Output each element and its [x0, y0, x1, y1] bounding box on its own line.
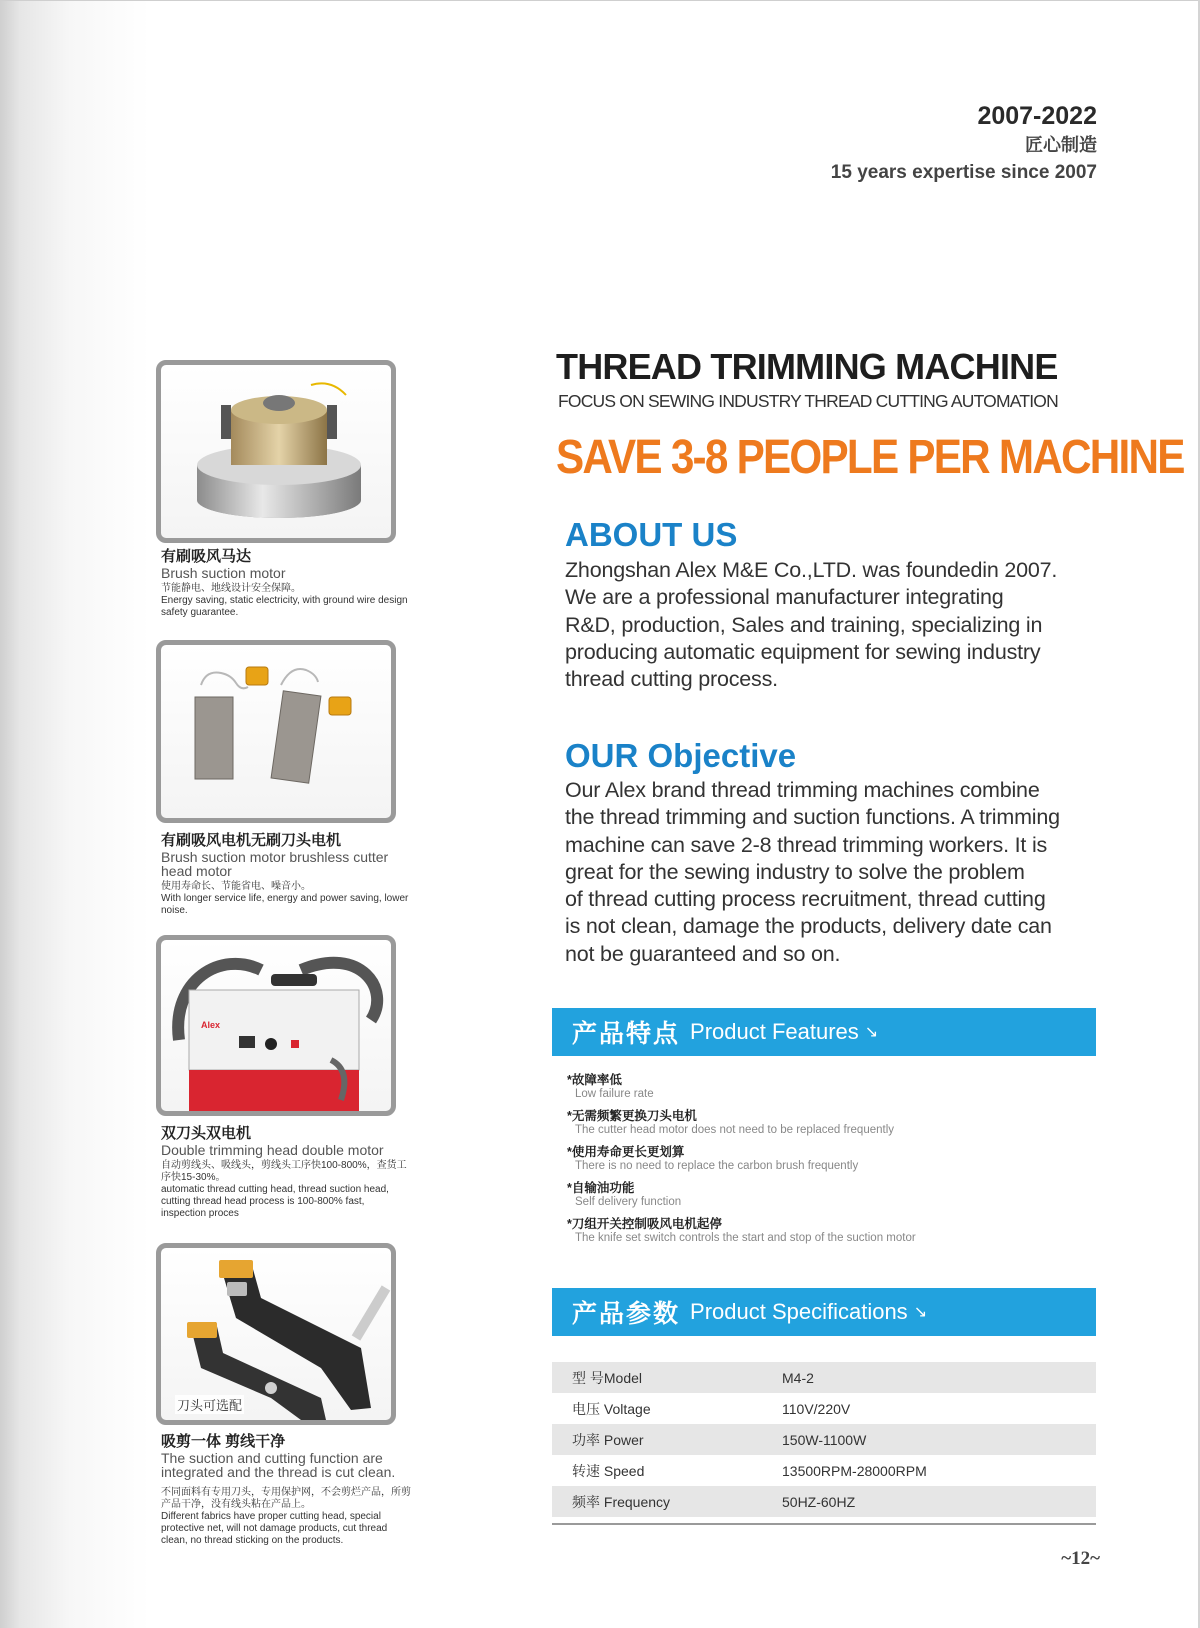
feature-cn: *自输油功能: [567, 1181, 635, 1195]
specs-bar-en: Product Specifications: [690, 1299, 908, 1324]
cutter-head-image: [156, 1243, 396, 1425]
machine-illustration: [161, 940, 391, 1111]
product-caption-1: [161, 548, 411, 619]
product-4-title-cn: 吸剪一体 剪线干净: [161, 1433, 286, 1450]
product-caption-2: [161, 832, 411, 917]
spec-row: [552, 1486, 1096, 1517]
product-1-title-en: Brush suction motor: [161, 565, 286, 581]
feature-item: [567, 1217, 1107, 1245]
product-2-title-en: Brush suction motor brushless cutter head motor: [161, 849, 389, 879]
spec-label: 电压 Voltage: [572, 1400, 651, 1417]
trimming-machine-image: [156, 935, 396, 1116]
feature-item: [567, 1073, 1107, 1101]
product-4-desc-en: Different fabrics have proper cutting head, special protective net, will not damage products, cut thread clean, no thread sticking on the products.: [161, 1511, 388, 1546]
objective-line: not be guaranteed and so on.: [565, 941, 841, 966]
feature-item: [567, 1109, 1107, 1137]
page-number: ~12~: [1061, 1548, 1100, 1569]
feature-cn: *刀组开关控制吸风电机起停: [567, 1217, 722, 1231]
feature-cn: *使用寿命更长更划算: [567, 1145, 685, 1159]
product-3-desc-en: automatic thread cutting head, thread suction head, cutting thread head process is 100-800% fast, inspection proces: [161, 1184, 389, 1219]
product-4-desc-cn: 不同面料有专用刀头，专用保护网，不会剪烂产品，所剪产品干净，没有线头粘在产品上。: [161, 1487, 411, 1510]
objective-paragraph: [565, 777, 1105, 968]
product-3-desc-cn: 自动剪线头、吸线头，剪线头工序快100-800%，查货工序快15-30%。: [161, 1160, 407, 1183]
product-1-desc-en: Energy saving, static electricity, with ground wire design safety guarantee.: [161, 595, 408, 618]
main-subtitle: FOCUS ON SEWING INDUSTRY THREAD CUTTING AUTOMATION: [558, 391, 1058, 411]
product-1-desc-cn: 节能静电、地线设计安全保障。: [161, 583, 301, 594]
brush-motor-image: [156, 360, 396, 543]
product-2-desc-cn: 使用寿命长、节能省电、噪音小。: [161, 881, 311, 892]
product-2-desc-en: With longer service life, energy and power saving, lower noise.: [161, 893, 409, 916]
spec-label: 转速 Speed: [572, 1462, 645, 1479]
feature-item: [567, 1145, 1107, 1173]
product-1-title-cn: 有刷吸风马达: [161, 548, 252, 565]
motor-illustration: [161, 365, 391, 538]
about-line: thread cutting process.: [565, 667, 778, 692]
spec-value: 110V/220V: [782, 1400, 851, 1417]
spec-row: [552, 1455, 1096, 1486]
feature-en: Low failure rate: [575, 1088, 654, 1100]
product-specifications-bar: [552, 1288, 1096, 1336]
machine-brand-text: Alex: [201, 1020, 221, 1030]
features-bar-cn: 产品特点: [572, 1020, 681, 1048]
spec-row: [552, 1393, 1096, 1424]
features-bar-en: Product Features: [690, 1019, 859, 1044]
carbon-brush-illustration: [161, 645, 391, 818]
arrow-down-right-icon: ↘: [913, 1304, 928, 1321]
about-heading: ABOUT US: [565, 516, 738, 553]
spec-value: 13500RPM-28000RPM: [782, 1462, 927, 1479]
product-caption-4: [161, 1433, 411, 1547]
cutter-optional-label: 刀头可选配: [175, 1395, 244, 1414]
product-4-title-en: The suction and cutting function are integrated and the thread is cut clean.: [161, 1450, 396, 1480]
objective-heading: OUR Objective: [565, 737, 797, 774]
spec-label: 频率 Frequency: [552, 1486, 782, 1517]
objective-line: of thread cutting process recruitment, thread cutting: [565, 887, 1046, 912]
product-2-title-cn: 有刷吸风电机无刷刀头电机: [161, 832, 342, 849]
spec-row: [552, 1424, 1096, 1455]
product-3-title-cn: 双刀头双电机: [161, 1125, 252, 1142]
feature-en: The cutter head motor does not need to be replaced frequently: [575, 1124, 895, 1136]
main-title: THREAD TRIMMING MACHINE: [556, 346, 1058, 387]
feature-cn: *无需频繁更换刀头电机: [567, 1109, 697, 1123]
header-since: 15 years expertise since 2007: [830, 162, 1097, 183]
objective-line: great for the sewing industry to solve the problem: [565, 859, 1025, 884]
arrow-down-right-icon: ↘: [864, 1024, 879, 1041]
product-caption-3: [161, 1125, 411, 1220]
spec-value: 50HZ-60HZ: [782, 1486, 1096, 1517]
spec-table-divider: [552, 1523, 1096, 1525]
about-line: Zhongshan Alex M&E Co.,LTD. was foundedin 2007.: [565, 558, 1058, 582]
spec-row: [552, 1362, 1096, 1393]
about-paragraph: [565, 557, 1105, 693]
feature-cn: *故障率低: [567, 1073, 622, 1087]
feature-item: [567, 1181, 1107, 1209]
book-spine-shadow: [0, 0, 150, 1628]
objective-line: machine can save 2-8 thread trimming workers. It is: [565, 832, 1048, 857]
page-header: [831, 100, 1097, 188]
spec-value: M4-2: [782, 1362, 1096, 1393]
specs-bar-cn: 产品参数: [572, 1300, 681, 1328]
about-line: producing automatic equipment for sewing industry: [565, 639, 1041, 664]
feature-en: Self delivery function: [575, 1196, 682, 1208]
header-slogan-cn: 匠心制造: [1025, 135, 1097, 155]
spec-table: [552, 1362, 1096, 1517]
objective-line: is not clean, damage the products, delivery date can: [565, 914, 1052, 939]
spec-label: 功率 Power: [552, 1424, 782, 1455]
feature-en: There is no need to replace the carbon brush frequently: [575, 1160, 859, 1172]
about-line: We are a professional manufacturer integrating: [565, 585, 1004, 610]
carbon-brush-image: [156, 640, 396, 823]
objective-line: Our Alex brand thread trimming machines combine: [565, 778, 1040, 802]
about-line: R&D, production, Sales and training, specializing in: [565, 612, 1043, 637]
product-features-bar: [552, 1008, 1096, 1056]
page-top-edge: [0, 0, 1200, 1]
spec-value: 150W-1100W: [782, 1424, 1096, 1455]
objective-line: the thread trimming and suction functions. A trimming: [565, 805, 1060, 830]
spec-label: 型 号Model: [552, 1362, 782, 1393]
header-years: 2007-2022: [977, 102, 1097, 130]
save-people-slogan: SAVE 3-8 PEOPLE PER MACHINE: [556, 431, 1184, 484]
product-3-title-en: Double trimming head double motor: [161, 1142, 384, 1158]
feature-en: The knife set switch controls the start and stop of the suction motor: [575, 1232, 916, 1244]
